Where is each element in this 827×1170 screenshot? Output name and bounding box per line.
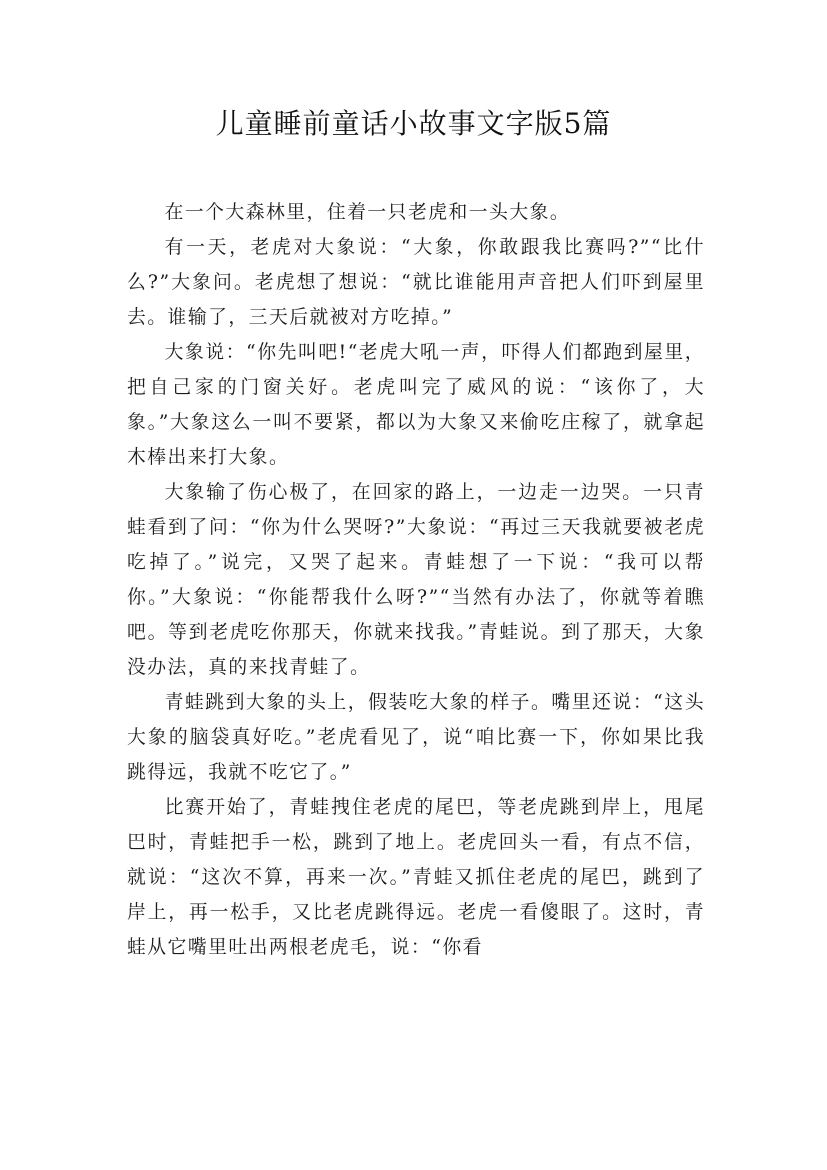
paragraph: 比赛开始了，青蛙拽住老虎的尾巴，等老虎跳到岸上，甩尾巴时，青蛙把手一松，跳到了地上。老虎回头一看，有点不信，就说：“这次不算，再来一次。”青蛙又抓住老虎的尾巴，跳到了岸上，再一松手，又比老虎跳得远。老虎一看傻眼了。这时，青蛙从它嘴里吐出两根老虎毛，说：“你看 [127,797,705,958]
paragraph: 有一天，老虎对大象说：“大象，你敢跟我比赛吗?”“比什么?”大象问。老虎想了想说：“就比谁能用声音把人们吓到屋里去。谁输了，三天后就被对方吃掉。” [127,237,705,328]
paragraph: 大象输了伤心极了，在回家的路上，一边走一边哭。一只青蛙看到了问：“你为什么哭呀?”大象说：“再过三天我就要被老虎吃掉了。”说完，又哭了起来。青蛙想了一下说：“我可以帮你。”大象说：“你能帮我什么呀?”“当然有办法了，你就等着瞧吧。等到老虎吃你那天，你就来找我。”青蛙说。到了那天，大象没办法，真的来找青蛙了。 [127,482,705,678]
document-title: 儿童睡前童话小故事文字版5篇 [215,107,612,140]
paragraph: 在一个大森林里，住着一只老虎和一头大象。 [164,202,571,223]
paragraph: 大象说：“你先叫吧!“老虎大吼一声，吓得人们都跑到屋里，把自己家的门窗关好。老虎叫完了威风的说：“该你了，大象。”大象这么一叫不要紧，都以为大象又来偷吃庄稼了，就拿起木棒出来打大象。 [127,342,705,468]
paragraph: 青蛙跳到大象的头上，假装吃大象的样子。嘴里还说：“这头大象的脑袋真好吃。”老虎看见了，说“咱比赛一下，你如果比我跳得远，我就不吃它了。” [127,692,705,783]
document-body [127,195,705,965]
